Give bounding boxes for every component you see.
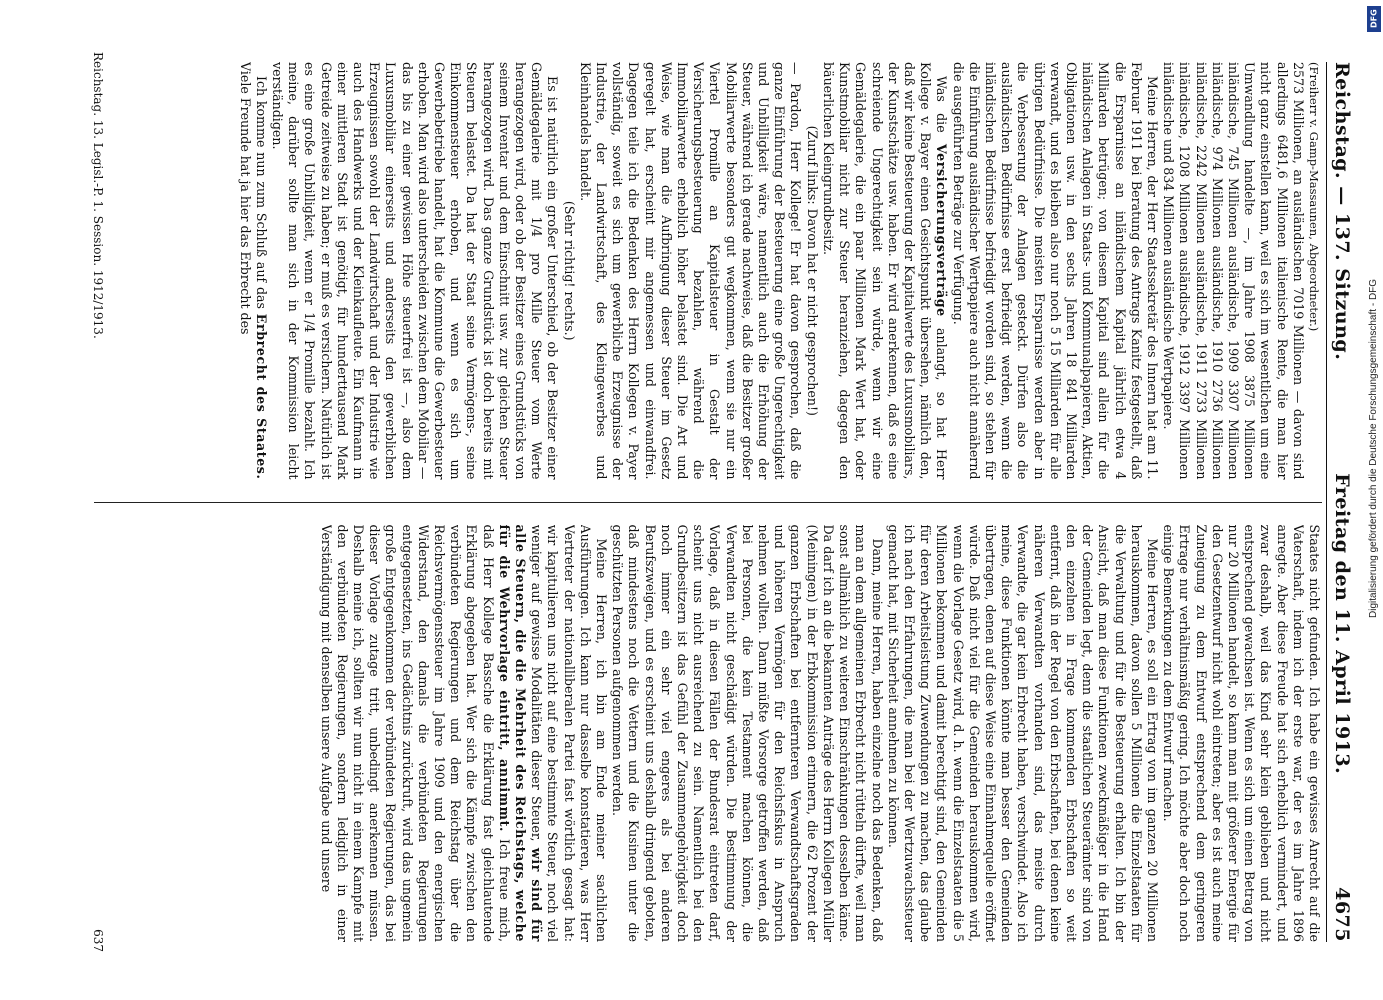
paragraph: Meine Herren, ich bin am Ende meiner sachlichen Ausführungen. Ich kann nur dasselbe konstatieren, was Herr Vertreter der nationalliberalen Partei fast wörtlich gesagt hat: wir kapitulieren uns nicht auf eine bestimmte Steuer, noch viel weniger auf gewisse Modalitäten dieser Steuer, wir sind für alle Steuern, die die Mehrheit des Reichstags, welche für die Wehrvorlage eintritt, annimmt. Ich freue mich, daß Herr Kollege Bassche die Erklärung fast gleichlautende Erklärung abgegeben hat. Wer sich die Kämpfe zwischen den verbündeten Regierungen und dem Reichstag über die Reichsvermögenssteuer im Jahre 1909 und den energischen Widerstand, den damals die verbündeten Regierungen entgegensetzten, ins Gedächtnis zurückruft, wird das ungemein große Entgegenkommen der verbündeten Regierungen, das bei dieser Vorlage zutage tritt, unbedingt anerkennen müssen. Deshalb meine ich, sollten wir nun nicht in einem Kampfe mit den verbündeten Regierungen, sondern lediglich in einer Verständigung mit denselben unsere Aufgabe und unsere bbox=[318, 524, 610, 942]
text-columns bbox=[94, 62, 1322, 942]
column-divider bbox=[94, 502, 1322, 503]
paragraph: 2573 Millionen, an ausländischen 7019 Millionen — davon sind allerdings 6481,6 Millionen italienische Rente, die man hier nicht ganz einstellen kann, weil es sich im wesentlichen um eine Umwandlung handelte —, im Jahre 1908 3875 Millionen inländische, 745 Millionen ausländische, 1909 3307 Millionen inländische, 974 Millionen ausländische, 1910 2736 Millionen inländische, 2242 Millionen ausländische, 1911 2733 Millionen inländische, 1208 Millionen ausländische, 1912 3397 Millionen inländische und 834 Millionen ausländische Wertpapiere. bbox=[1161, 62, 1306, 480]
speaker-note: (Freiherr v. Gamp-Massaunen, Abgeordneter.) bbox=[1307, 62, 1321, 332]
footer-session: Reichstag. 13. Legisl.-P. 1. Session. 1912/1913. bbox=[91, 52, 105, 339]
dfg-logo: DFG bbox=[1367, 6, 1381, 32]
header-date: Freitag den 11. April 1913. bbox=[1331, 473, 1353, 775]
interjection: (Zuruf links: Davon hat er nicht gesprochen!) bbox=[804, 125, 820, 416]
bold-term: Versicherungsverträge bbox=[934, 143, 950, 317]
document-page bbox=[85, 52, 1365, 952]
page-number: 4675 bbox=[1331, 887, 1353, 942]
paragraph: Dann, meine Herren, haben einzelne noch das Bedenken, daß man an dem allgemeinen Erbrecht nicht rütteln dürfte, weil man sonst allmählich zu weiteren Einschränkungen desselben käme. Da darf ich an die bekannten Anträge des Herrn Kollegen Müller (Meiningen) in der Erbkommission erinnern, die 62 Prozent der ganzen Erbschaften bei entfernteren Verwandtschaftsgraden und höheren Vermögen für den Reichsfiskus in Anspruch nehmen wollten. Dann müßte Vorsorge getroffen werden, daß bei Personen, die kein Testament machen können, die Verwandten nicht geschädigt würden. Die Bestimmung der Vorlage, daß in diesen Fällen der Bundesrat eintreten darf, scheint uns nicht ausreichend zu sein. Namentlich bei den Grundbesitzern ist das Gefühl der Zusammengehörigkeit doch noch immer ein sehr viel engeres als bei anderen Berufszweigen, und es erscheint uns deshalb dringend geboten, daß mindestens noch die Vettern und die Kusinen unter die geschützten Personen aufgenommen werden. bbox=[610, 524, 885, 942]
page-header bbox=[1331, 62, 1361, 942]
footer-sheet-number: 637 bbox=[91, 929, 105, 952]
paragraph: Staates nicht gefunden. Ich habe ein gewisses Anrecht auf die Vaterschaft, indem ich der erste war, der es im Jahre 1896 anregte. Aber diese Freude hat sich erheblich vermindert, und zwar deshalb, weil das Kind sehr klein geblieben und nicht entsprechend gewachsen ist. Wenn es sich um einen Betrag von nur 20 Millionen handelt, so kann man mit größerer Energie für den Gesetzentwurf nicht wohl eintreten; aber es ist auch meine Zuneigung zu dem Entwurf entsprechend dem geringeren Ertrage nur verhältnismäßig gering. Ich möchte aber doch noch einige Bemerkungen zu dem Entwurf machen. bbox=[1161, 524, 1322, 942]
paragraph: Meine Herren, der Herr Staatssekretär des Innern hat am 11. Februar 1911 bei Beratung des Antrags Kanitz festgestellt, daß die Ersparnisse an inländischem Kapital jährlich etwa 4 Milliarden betrügen; von diesem Kapital sind allein für die inländischen Anlagen in Staats- und Kommunalpapieren, Aktien, Obligationen usw. in den sechs Jahren 18 841 Milliarden verwandt, und es bleiben also nur noch 5 15 Milliarden für alle übrigen Bedürfnisse. Die meisten Ersparnisse werden aber in die Verbesserung der Anlagen gesteckt. Dürfen also die ausländischen Bedürfnisse erst befriedigt werden, wenn die inländischen Bedürfnisse befriedigt worden sind, so stehen für die Einführung ausländischer Wertpapiere auch nicht annähernd die ausgeführten Beträge zur Verfügung. bbox=[950, 62, 1160, 480]
column-right bbox=[94, 525, 1322, 943]
interjection: (Sehr richtig! rechts.) bbox=[561, 200, 577, 341]
paragraph: Es ist natürlich ein großer Unterschied, ob der Besitzer einer Gemäldegalerie mit 1/4 pro Mille Steuer vom Werte herangezogen wird, oder ob der Besitzer eines Grundstücks von seinem Inventar und dem Einschnitt usw. zur gleichen Steuer herangezogen wird. Das ganze Grundstück ist doch bereits mit Steuern belastet. Da hat der Staat seine Vermögens-, seine Einkommensteuer erhoben, und wenn es sich um Gewerbebetriebe handelt, hat die Kommune die Gewerbesteuer erhoben. Man wird also unterscheiden zwischen dem Mobiliar — das bis zu einer gewissen Höhe steuerfrei ist —, also dem Luxusmobiliar einerseits und anderseits den gewerblichen Erzeugnissen sowohl der Landwirtschaft und der Industrie wie auch des Handwerks und der Kleinkaufleute. Ein Kaufmann in einer mittleren Stadt ist genötigt, für hunderttausend Mark Getreide zeitweise zu haben; er muß es versichern. Natürlich ist es eine große Unbilligkeit, wenn er 1/4 Promille bezahlt. Ich meine, darüber sollte man sich in der Kommission leicht verständigen. bbox=[270, 62, 561, 480]
digitization-notice: Digitalisierung gefördert durch die Deutsche Forschungsgemeinschaft - DFG bbox=[1368, 278, 1379, 618]
page-footer bbox=[91, 52, 105, 952]
header-left: Reichstag. — 137. Sitzung. bbox=[1331, 62, 1353, 361]
paragraph: Was die Versicherungsverträge anlangt, so hat Herr Kollege v. Bayer einen Gesichtspunkt übersehen, nämlich den, daß wir keine Besteuerung der Kapitalwerte des Luxusmobiliars, der Kunstschätze usw. haben. Er wird anerkennen, daß es eine schreiende Ungerechtigkeit sein würde, wenn wir eine Gemäldegalerie, die ein paar Millionen Mark Wert hat, oder Kunstmobiliar nicht zur Steuer heranziehen, dagegen den bäuerlichen Kleingrundbesitz. bbox=[820, 62, 950, 480]
header-rule bbox=[1326, 62, 1327, 942]
bold-term: Erbrecht des Staates. bbox=[253, 313, 269, 480]
bold-statement: wir sind für alle Steuern, die die Mehrheit des Reichstags, welche für die Wehrvorlage eintritt, annimmt. bbox=[496, 524, 545, 942]
paragraph: Ich komme nun zum Schluß auf das Erbrecht des Staates. Viele Freunde hat ja hier das Erbrecht des bbox=[237, 62, 269, 480]
column-left bbox=[94, 62, 1322, 480]
paragraph: — Pardon, Herr Kollege! Er hat davon gesprochen, daß die ganze Einführung der Besteuerung eine große Ungerechtigkeit und Unbilligkeit wäre, namentlich auch die Erhöhung der Steuer, während ich gerade nachweise, daß die Besitzer großer Mobiliarwerte besonders gut wegkommen, wenn sie nur ein Viertel Promille an Kapitalsteuer in Gestalt der Versicherungsbesteuerung bezahlen, während die Immobiliarwerte erheblich höher belastet sind. Die Art und Weise, wie man die Aufbringung dieser Steuer im Gesetz geregelt hat, erscheint mir angemessen und einwandfrei. Dagegen teile ich die Bedenken des Herrn Kollegen v. Payer vollständig, soweit es sich um gewerbliche Erzeugnisse der Industrie, der Landwirtschaft, des Kleingewerbes und Kleinhandels handelt. bbox=[577, 62, 804, 480]
paragraph: Meine Herren, es soll ein Ertrag von im ganzen 20 Millionen herauskommen, davon sollen 5 Millionen die Einzelstaaten für die Verwaltung und für die Besteuerung erhalten. Ich bin der Ansicht, daß man diese Funktionen zweckmäßiger in die Hand der Gemeinden legt, denn die staatlichen Steuerämter sind von den einzelnen in Frage kommenden Erbschaften so weit entfernt, daß in der Regel von den Erbschaften, bei denen keine näheren Verwandten vorhanden sind, das meiste durch Verwandte, die gar kein Erbrecht haben, verschwindet. Also ich meine, diese Funktionen könnte man besser den Gemeinden übertragen, denen auf diese Weise eine Einnahmequelle eröffnet würde. Daß nicht viel für die Gemeinden herauskommen wird, wenn die Vorlage Gesetz wird, d. h. wenn die Einzelstaaten die 5 Millionen bekommen und damit berechtigt sind, den Gemeinden für deren Arbeitsleistung Zuwendungen zu machen, das glaube ich nach den Erfahrungen, die man bei der Wertzuwachssteuer gemacht hat, mit Sicherheit annehmen zu können. bbox=[885, 524, 1160, 942]
